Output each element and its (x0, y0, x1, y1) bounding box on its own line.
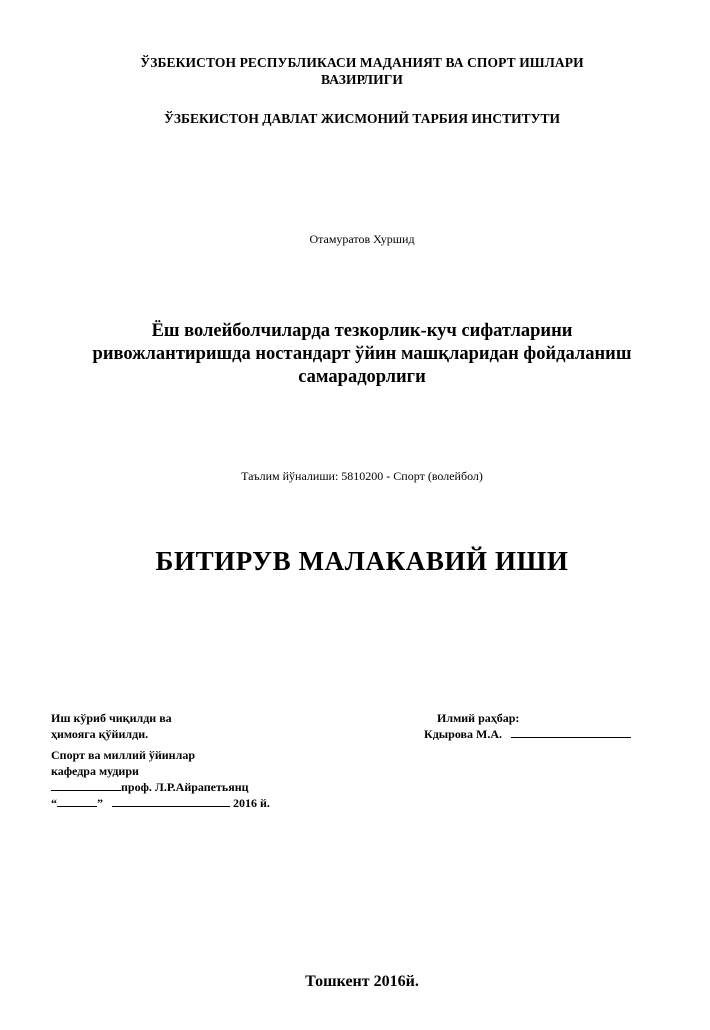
head-name: проф. Л.Р.Айрапетьянц (121, 780, 249, 794)
quote-close: ” (97, 796, 103, 810)
signature-blank (51, 779, 121, 791)
thesis-title-line-2: ривожлантиришда ностандарт ўйин машқларидан фойдаланиш (92, 344, 632, 364)
department-line-1: Спорт ва миллий ўйинлар (51, 748, 195, 762)
study-direction: Таълим йўналиши: 5810200 - Спорт (волейбол) (241, 469, 483, 483)
supervisor-name: Кдырова М.А. (424, 727, 502, 741)
ministry-name (70, 54, 654, 88)
institute-name: ЎЗБЕКИСТОН ДАВЛАТ ЖИСМОНИЙ ТАРБИЯ ИНСТИТУТИ (163, 111, 560, 126)
supervisor-block (424, 710, 631, 742)
supervisor-signature-blank (511, 726, 631, 738)
ministry-line-1: ЎЗБЕКИСТОН РЕСПУБЛИКАСИ МАДАНИЯТ ВА СПОРТ ИШЛАРИ (140, 55, 584, 70)
year-suffix: 2016 й. (230, 796, 270, 810)
department-line-2: кафедра мудири (51, 764, 139, 778)
author-name: Отамуратов Хуршид (309, 232, 415, 246)
quote-open: “ (51, 796, 57, 810)
head-signature-line (51, 779, 270, 795)
month-blank (112, 795, 230, 807)
approval-line-1: Иш кўриб чиқилди ва (51, 711, 172, 725)
supervisor-label: Илмий раҳбар: (437, 711, 520, 725)
work-type-heading: БИТИРУВ МАЛАКАВИЙ ИШИ (155, 546, 569, 576)
day-blank (57, 795, 97, 807)
thesis-title (20, 320, 704, 389)
approval-line-2: ҳимояга қўйилди. (51, 727, 149, 741)
thesis-title-line-3: самарадорлиги (298, 367, 426, 387)
city-year: Тошкент 2016й. (305, 973, 419, 990)
thesis-title-line-1: Ёш волейболчиларда тезкорлик-куч сифатларини (151, 321, 573, 341)
supervisor-line (424, 726, 631, 742)
approval-block (51, 710, 270, 811)
ministry-line-2: ВАЗИРЛИГИ (321, 72, 403, 87)
date-line (51, 795, 270, 811)
